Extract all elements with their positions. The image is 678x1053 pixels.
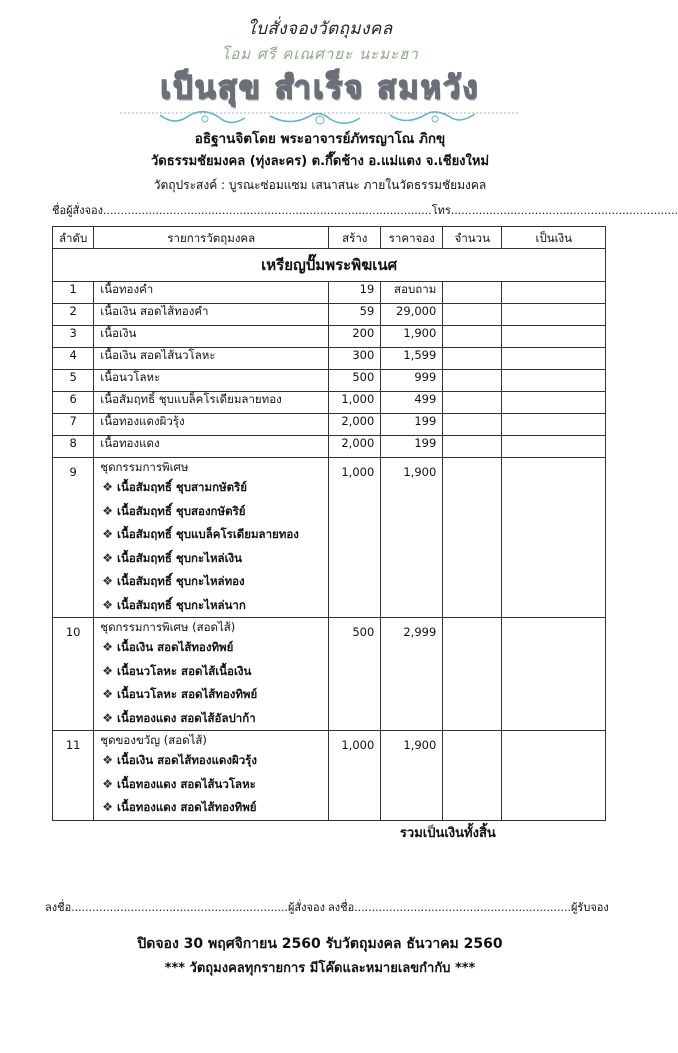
section-title: เหรียญปั๊มพระพิฆเนศ (53, 249, 606, 282)
item-name: เนื้อทองคำ (100, 282, 154, 296)
sub-item-text: เนื้อสัมฤทธิ์ ชุบสามกษัตริย์ (117, 480, 248, 494)
row-item (94, 392, 329, 414)
sub-item-text: เนื้อสัมฤทธิ์ ชุบกะไหล่นาก (117, 597, 246, 612)
item-name: เนื้อทองแดง (100, 436, 160, 450)
col-header-price: ราคาจอง (381, 227, 443, 249)
row-made: 19 (329, 282, 381, 304)
orderer-phone-label: โทร (431, 204, 451, 217)
row-qty-field[interactable] (443, 370, 502, 392)
row-qty-field[interactable] (443, 618, 502, 731)
row-item (94, 304, 329, 326)
blessing-banner: เป็นสุข สำเร็จ สมหวัง (160, 70, 480, 106)
row-number: 5 (53, 370, 94, 392)
sign-field-right[interactable]: .............................................................. (354, 901, 571, 914)
row-price: 1,900 (381, 458, 443, 618)
row-number: 9 (53, 458, 94, 618)
row-price: 999 (381, 370, 443, 392)
row-item (94, 731, 329, 821)
sub-item (100, 796, 322, 820)
diamond-bullet-icon: ❖ (102, 753, 114, 767)
signature-orderer (45, 900, 325, 916)
item-name: ชุดกรรมการพิเศษ (สอดไส้) (100, 620, 236, 634)
signature-receiver (328, 900, 609, 916)
sub-item-text: เนื้อสัมฤทธิ์ ชุบกะไหล่ทอง (117, 574, 245, 588)
row-item (94, 414, 329, 436)
sub-item (100, 570, 322, 594)
table-row (53, 348, 606, 370)
row-qty-field[interactable] (443, 731, 502, 821)
sub-item (100, 773, 322, 797)
consecrated-by: อธิฐานจิตโดย พระอาจารย์ภัทรญาโณ ภิกขุ (194, 131, 446, 147)
row-price: 29,000 (381, 304, 443, 326)
sub-item-text: เนื้อนวโลหะ สอดไส้ทองทิพย์ (117, 687, 258, 701)
row-qty-field[interactable] (443, 392, 502, 414)
row-price: 2,999 (381, 618, 443, 731)
row-amount-field[interactable] (502, 458, 606, 618)
sign-label-left: ลงชื่อ (45, 901, 72, 914)
row-qty-field[interactable] (443, 458, 502, 618)
ornament-swirl-icon (120, 110, 520, 128)
row-number: 4 (53, 348, 94, 370)
row-number: 2 (53, 304, 94, 326)
row-made: 1,000 (329, 458, 381, 618)
diamond-bullet-icon: ❖ (102, 574, 114, 588)
row-number: 6 (53, 392, 94, 414)
row-number: 7 (53, 414, 94, 436)
row-item (94, 436, 329, 458)
sub-item (100, 594, 322, 618)
purpose: วัตถุประสงค์ : บูรณะซ่อมแซม เสนาสนะ ภายในวัดธรรมชัยมงคล (153, 178, 487, 192)
item-name: ชุดของขวัญ (สอดไส้) (100, 733, 207, 747)
orderer-line (52, 203, 678, 219)
row-number: 10 (53, 618, 94, 731)
row-price: 199 (381, 436, 443, 458)
row-qty-field[interactable] (443, 282, 502, 304)
table-row (53, 304, 606, 326)
sign-field-left[interactable]: .............................................................. (71, 901, 288, 914)
row-made: 1,000 (329, 731, 381, 821)
diamond-bullet-icon: ❖ (102, 663, 114, 678)
row-made: 2,000 (329, 414, 381, 436)
row-number: 1 (53, 282, 94, 304)
order-table (52, 226, 606, 847)
row-qty-field[interactable] (443, 348, 502, 370)
row-price: 1,900 (381, 731, 443, 821)
sub-item-text: เนื้อทองแดง สอดไส้อัลปาก้า (117, 710, 256, 725)
row-amount-field[interactable] (502, 618, 606, 731)
diamond-bullet-icon: ❖ (102, 597, 114, 612)
sub-item (100, 636, 322, 660)
diamond-bullet-icon: ❖ (102, 480, 114, 494)
row-qty-field[interactable] (443, 436, 502, 458)
diamond-bullet-icon: ❖ (102, 710, 114, 725)
row-item (94, 348, 329, 370)
col-header-item: รายการวัตถุมงคล (94, 227, 329, 249)
sign-role-right: ผู้รับจอง (570, 901, 609, 914)
row-number: 3 (53, 326, 94, 348)
diamond-bullet-icon: ❖ (102, 527, 114, 541)
sub-item-text: เนื้อทองแดง สอดไส้นวโลหะ (117, 776, 256, 791)
sub-item (100, 749, 322, 773)
orderer-phone-field[interactable]: ................................................................. (450, 204, 678, 217)
row-price: 1,900 (381, 326, 443, 348)
table-row (53, 282, 606, 304)
table-row (53, 436, 606, 458)
total-label: รวมเป็นเงินทั้งสิ้น (399, 825, 496, 841)
row-qty-field[interactable] (443, 414, 502, 436)
orderer-name-field[interactable]: .............................................................................................. (103, 204, 432, 217)
sign-role-left: ผู้สั่งจอง (287, 901, 325, 914)
item-name: เนื้อเงิน สอดไส้ทองคำ (100, 304, 209, 318)
item-name: ชุดกรรมการพิเศษ (100, 460, 189, 474)
row-made: 59 (329, 304, 381, 326)
sub-item-text: เนื้อทองแดง สอดไส้ทองทิพย์ (117, 800, 257, 814)
row-price: 499 (381, 392, 443, 414)
item-name: เนื้อนวโลหะ (100, 370, 161, 384)
item-name: เนื้อเงิน (100, 326, 137, 340)
sub-item-text: เนื้อนวโลหะ สอดไส้เนื้อเงิน (117, 663, 252, 678)
sub-item (100, 523, 322, 547)
temple-address: วัดธรรมชัยมงคล (ทุ่งละคร) ต.กึ๊ดช้าง อ.แม่แตง จ.เชียงใหม่ (150, 154, 490, 169)
row-amount-field[interactable] (502, 731, 606, 821)
sub-item-text: เนื้อเงิน สอดไส้ทองแดงผิวรุ้ง (117, 753, 257, 767)
row-amount-field[interactable] (502, 392, 606, 414)
row-amount-field[interactable] (502, 282, 606, 304)
booking-dates: ปิดจอง 30 พฤศจิกายน 2560 รับวัตถุมงคล ธันวาคม 2560 (137, 936, 503, 952)
diamond-bullet-icon: ❖ (102, 503, 114, 518)
table-row (53, 731, 606, 821)
sub-item (100, 500, 322, 524)
table-row (53, 618, 606, 731)
table-row (53, 414, 606, 436)
row-made: 200 (329, 326, 381, 348)
sub-item (100, 660, 322, 684)
row-amount-field[interactable] (502, 304, 606, 326)
row-price: 1,599 (381, 348, 443, 370)
diamond-bullet-icon: ❖ (102, 800, 114, 814)
row-made: 1,000 (329, 392, 381, 414)
total-amount-field[interactable] (502, 820, 606, 847)
table-row (53, 458, 606, 618)
sub-item-text: เนื้อสัมฤทธิ์ ชุบกะไหล่เงิน (117, 550, 242, 565)
row-made: 300 (329, 348, 381, 370)
sub-item (100, 476, 322, 500)
sub-item (100, 547, 322, 571)
total-row (53, 820, 606, 847)
row-item (94, 282, 329, 304)
col-header-no: ลำดับ (53, 227, 94, 249)
row-qty-field[interactable] (443, 326, 502, 348)
item-name: เนื้อเงิน สอดไส้นวโลหะ (100, 348, 216, 362)
table-row (53, 392, 606, 414)
mantra: โอม ศรี คเณศายะ นะมะฮา (221, 45, 419, 63)
sub-item-text: เนื้อสัมฤทธิ์ ชุบแบล็คโรเดียมลายทอง (117, 527, 299, 541)
row-amount-field[interactable] (502, 370, 606, 392)
sub-item-text: เนื้อเงิน สอดไส้ทองทิพย์ (117, 640, 234, 654)
col-header-amount: เป็นเงิน (502, 227, 606, 249)
row-price: 199 (381, 414, 443, 436)
row-made: 500 (329, 618, 381, 731)
section-row (53, 249, 606, 282)
row-amount-field[interactable] (502, 348, 606, 370)
item-name: เนื้อสัมฤทธิ์ ชุบแบล็คโรเดียมลายทอง (100, 392, 282, 406)
form-title: ใบสั่งจองวัตถุมงคล (247, 19, 393, 39)
table-row (53, 326, 606, 348)
table-header (53, 227, 606, 249)
sub-item (100, 707, 322, 731)
diamond-bullet-icon: ❖ (102, 640, 114, 654)
row-price: สอบถาม (381, 282, 443, 304)
sub-item (100, 683, 322, 707)
sub-item-text: เนื้อสัมฤทธิ์ ชุบสองกษัตริย์ (117, 503, 246, 518)
row-qty-field[interactable] (443, 304, 502, 326)
row-made: 500 (329, 370, 381, 392)
row-item (94, 458, 329, 618)
row-item (94, 326, 329, 348)
item-name: เนื้อทองแดงผิวรุ้ง (100, 414, 185, 428)
serial-note: *** วัตถุมงคลทุกรายการ มีโค๊ดและหมายเลขกำกับ *** (164, 961, 476, 976)
row-number: 11 (53, 731, 94, 821)
diamond-bullet-icon: ❖ (102, 550, 114, 565)
diamond-bullet-icon: ❖ (102, 776, 114, 791)
row-item (94, 370, 329, 392)
col-header-qty: จำนวน (443, 227, 502, 249)
sign-label-right: ลงชื่อ (328, 901, 355, 914)
row-item (94, 618, 329, 731)
diamond-bullet-icon: ❖ (102, 687, 114, 701)
row-number: 8 (53, 436, 94, 458)
row-amount-field[interactable] (502, 326, 606, 348)
row-made: 2,000 (329, 436, 381, 458)
col-header-made: สร้าง (329, 227, 381, 249)
orderer-name-label: ชื่อผู้สั่งจอง (52, 204, 104, 217)
table-row (53, 370, 606, 392)
row-amount-field[interactable] (502, 436, 606, 458)
row-amount-field[interactable] (502, 414, 606, 436)
